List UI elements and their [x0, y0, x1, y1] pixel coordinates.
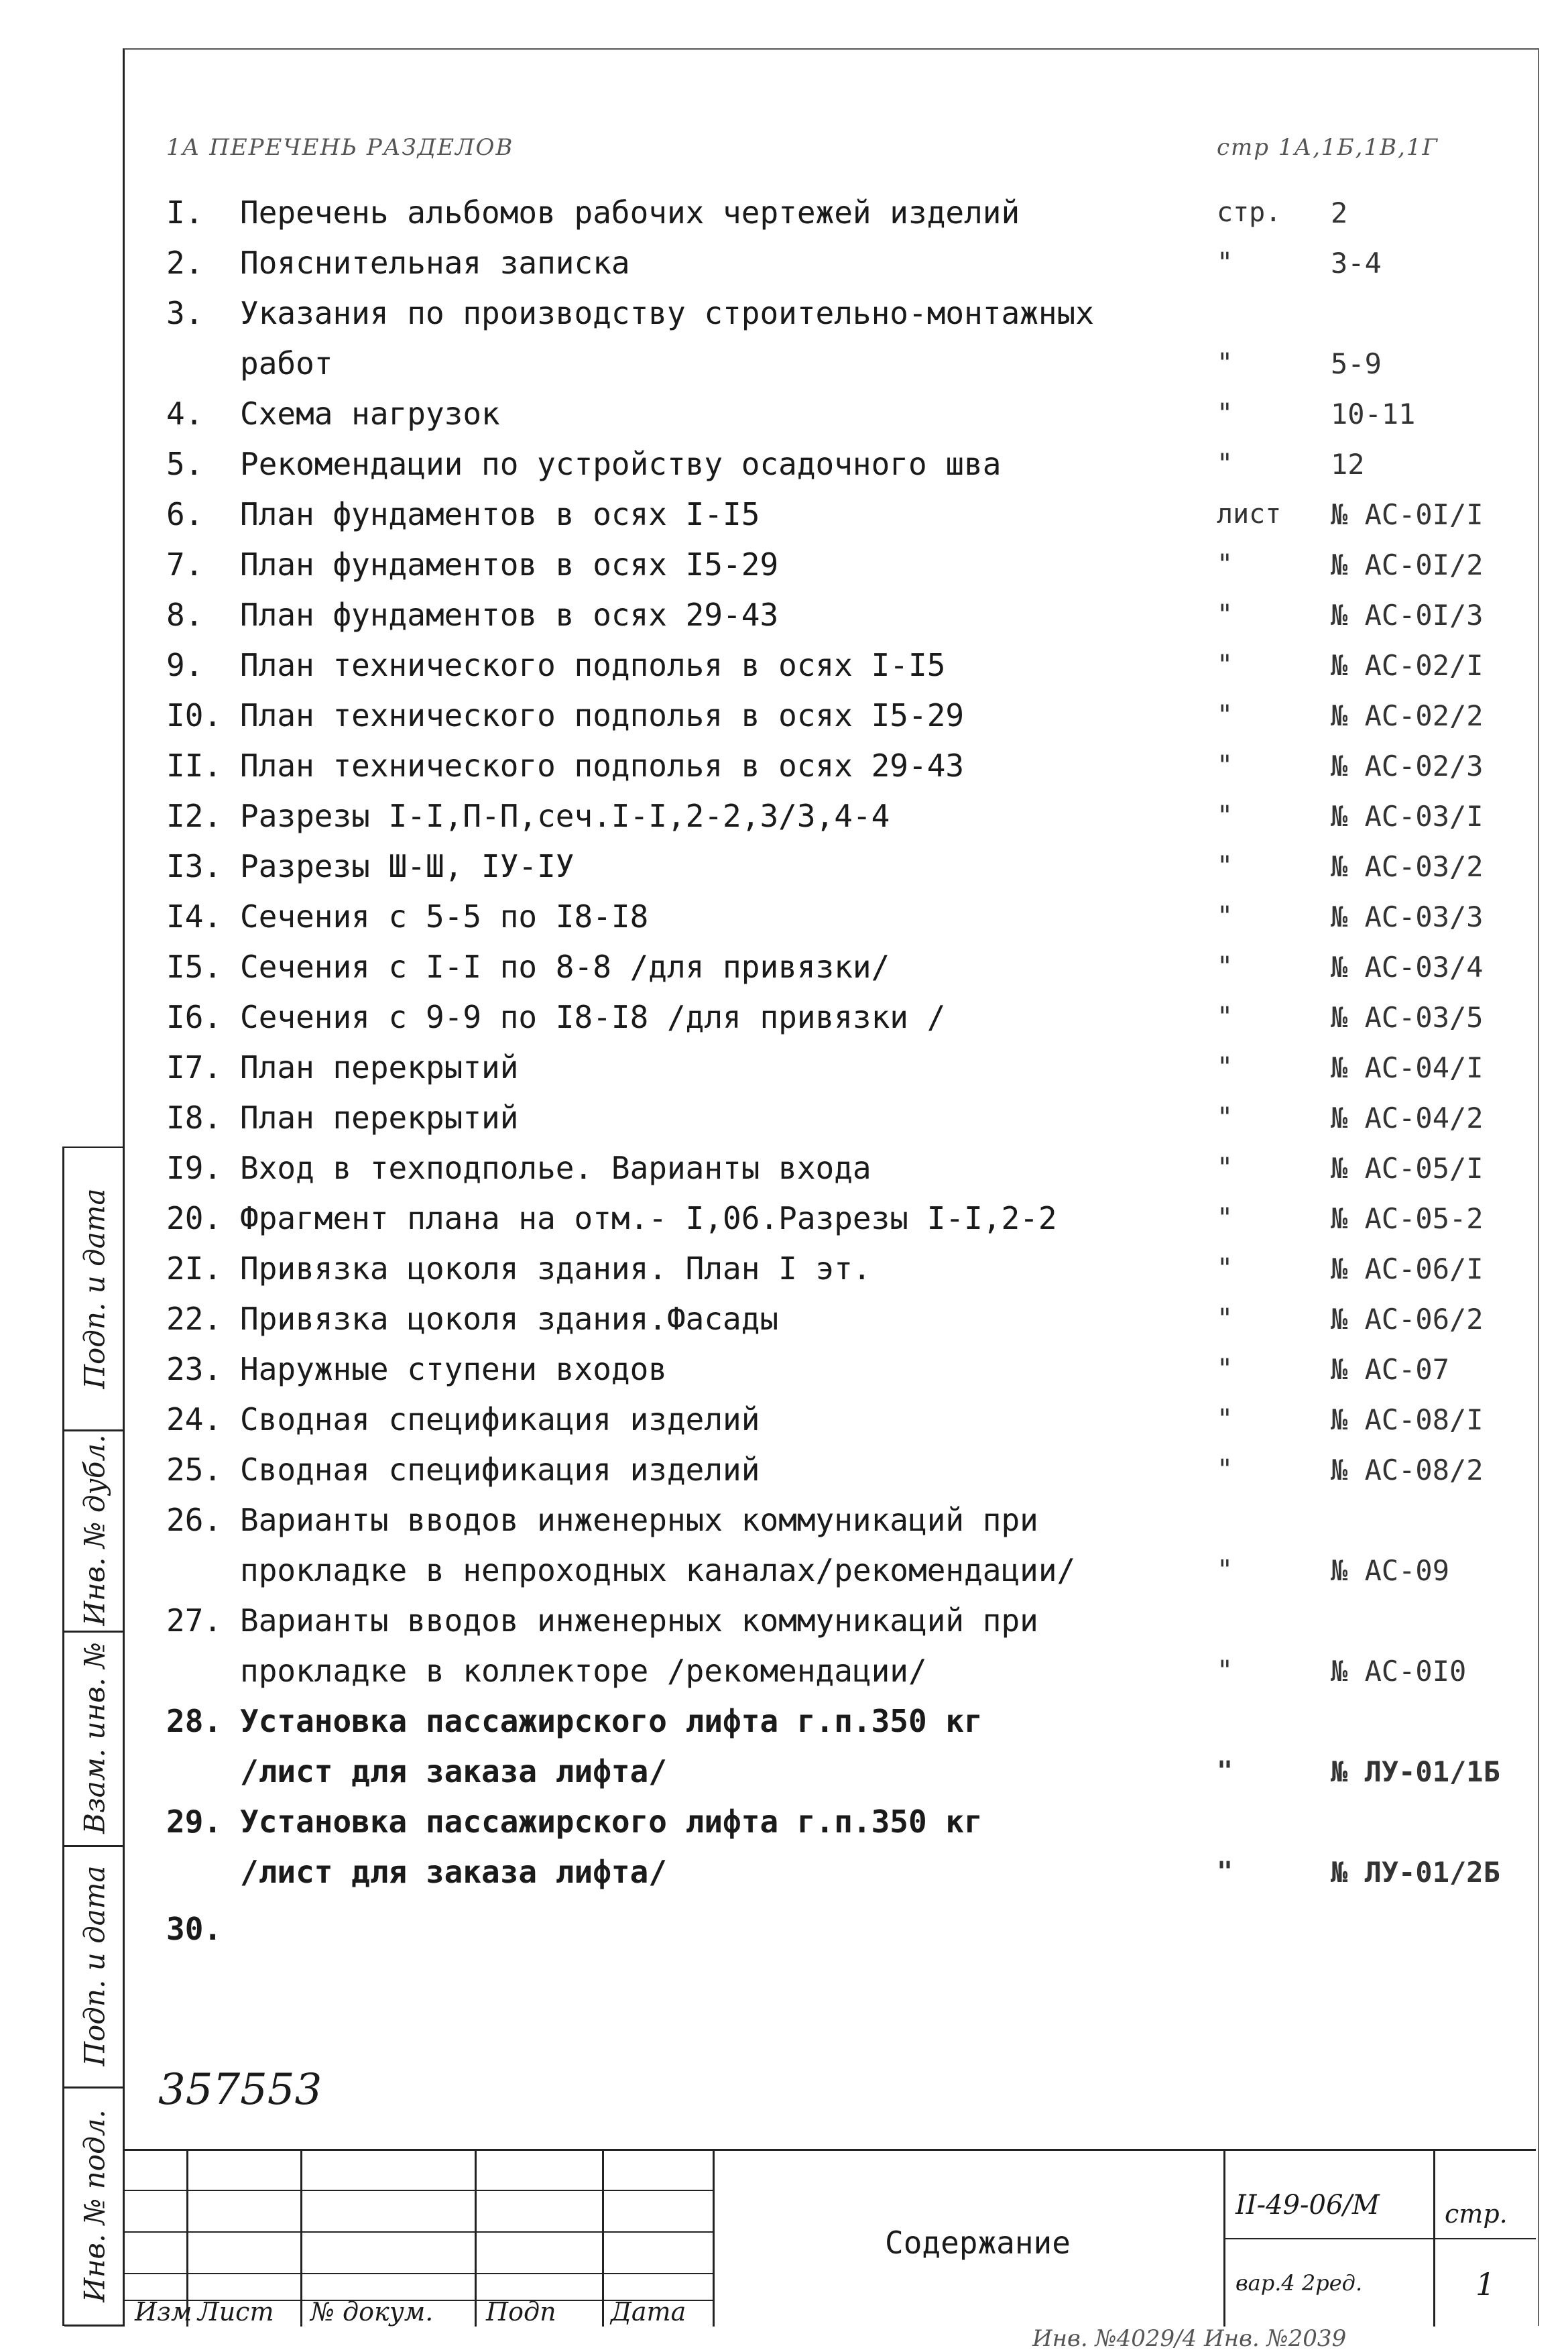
section-item	[0, 1093, 1568, 1143]
section-title: Наружные ступени входов	[240, 1351, 667, 1387]
section-title: Сводная спецификация изделий	[240, 1452, 760, 1488]
section-number: 24.	[166, 1401, 223, 1437]
section-number: 27.	[166, 1602, 223, 1639]
section-title: Перечень альбомов рабочих чертежей изделий	[240, 194, 1020, 231]
stamp-col-label: Лист	[198, 2297, 274, 2327]
section-reference: № ЛУ-01/1Б	[1331, 1755, 1500, 1788]
stamp-rule	[1223, 2238, 1536, 2239]
section-number: I3.	[166, 848, 223, 884]
section-marker: "	[1217, 700, 1233, 731]
page-number: 1	[1475, 2266, 1496, 2302]
section-number: 9.	[166, 647, 204, 683]
section-title: План технического подполья в осях I-I5	[240, 647, 946, 683]
section-title: Рекомендации по устройству осадочного шва	[240, 446, 1002, 482]
section-number: 28.	[166, 1703, 223, 1739]
section-item	[0, 489, 1568, 540]
section-item	[0, 1294, 1568, 1344]
section-title: Варианты вводов инженерных коммуникаций при	[240, 1502, 1038, 1538]
document-variant: вар.4 2ред.	[1235, 2270, 1363, 2296]
section-reference: 12	[1331, 448, 1365, 481]
stamp-col-label: № докум.	[310, 2297, 434, 2327]
section-item	[0, 1395, 1568, 1445]
section-marker: "	[1217, 1354, 1233, 1385]
section-title: План фундаментов в осях 29-43	[240, 597, 779, 633]
side-field: Инв. № дубл.	[64, 1429, 125, 1633]
section-number: I6.	[166, 999, 223, 1035]
title-block	[123, 2149, 1536, 2327]
heading-pages: стр 1А,1Б,1В,1Г	[1217, 134, 1439, 161]
section-title: Сечения с I-I по 8-8 /для привязки/	[240, 949, 890, 985]
section-marker: "	[1217, 1756, 1233, 1787]
section-item	[0, 238, 1568, 288]
section-reference: 10-11	[1331, 398, 1416, 430]
section-item	[0, 791, 1568, 841]
list-heading: 1А ПЕРЕЧЕНЬ РАЗДЕЛОВ	[166, 134, 514, 161]
section-title: Привязка цоколя здания. План I эт.	[240, 1250, 871, 1287]
section-reference: № АС-06/2	[1331, 1303, 1484, 1336]
section-reference: № АС-02/3	[1331, 750, 1484, 782]
section-marker: "	[1217, 599, 1233, 630]
section-item	[0, 640, 1568, 691]
stamp-rule	[123, 2190, 713, 2191]
section-item	[0, 992, 1568, 1043]
section-marker: "	[1217, 1002, 1233, 1033]
section-marker: "	[1217, 549, 1233, 580]
section-title: Указания по производству строительно-монтажных	[240, 295, 1094, 331]
section-reference: № АС-03/4	[1331, 951, 1484, 984]
section-reference: № АС-04/2	[1331, 1102, 1484, 1134]
side-field: Подп. и дата	[64, 1148, 125, 1431]
stamp-rule	[713, 2151, 715, 2327]
section-number: I7.	[166, 1049, 223, 1085]
section-title: Сводная спецификация изделий	[240, 1401, 760, 1437]
section-title: Привязка цоколя здания.Фасады	[240, 1301, 779, 1337]
section-reference: № АС-03/5	[1331, 1001, 1484, 1034]
section-reference: № АС-0I/2	[1331, 548, 1484, 581]
section-title-continued: /лист для заказа лифта/	[240, 1753, 667, 1789]
section-item	[0, 1244, 1568, 1294]
section-title: Сечения с 5-5 по I8-I8	[240, 898, 649, 935]
side-approval-strip	[62, 1146, 125, 2326]
section-number: 22.	[166, 1301, 223, 1337]
section-title: Вход в техподполье. Варианты входа	[240, 1150, 871, 1186]
section-reference: 3-4	[1331, 247, 1382, 280]
section-marker: лист	[1217, 499, 1282, 530]
section-title: Разрезы I-I,П-П,сеч.I-I,2-2,3/3,4-4	[240, 798, 890, 834]
section-number: I2.	[166, 798, 223, 834]
section-marker: "	[1217, 1102, 1233, 1133]
section-number: II.	[166, 748, 223, 784]
section-marker: "	[1217, 851, 1233, 882]
section-reference: № АС-06/I	[1331, 1252, 1484, 1285]
section-marker: "	[1217, 750, 1233, 781]
section-title: План технического подполья в осях 29-43	[240, 748, 965, 784]
section-marker: "	[1217, 1857, 1233, 1887]
section-number: 7.	[166, 546, 204, 583]
section-item	[0, 590, 1568, 640]
section-marker: "	[1217, 1655, 1233, 1686]
section-marker: "	[1217, 951, 1233, 982]
section-marker: "	[1217, 1153, 1233, 1183]
section-reference: № АС-0I0	[1331, 1655, 1467, 1688]
section-marker: "	[1217, 1454, 1233, 1485]
document-code: II-49-06/М	[1235, 2190, 1380, 2221]
section-number: 20.	[166, 1200, 223, 1236]
section-title: Разрезы Ш-Ш, IУ-IУ	[240, 848, 575, 884]
section-item	[0, 942, 1568, 992]
section-number: 30.	[166, 1911, 223, 1947]
section-title: План перекрытий	[240, 1100, 519, 1136]
page-label: стр.	[1445, 2199, 1508, 2229]
section-marker: "	[1217, 247, 1233, 278]
section-title: Установка пассажирского лифта г.п.350 кг	[240, 1703, 983, 1739]
section-number: 8.	[166, 597, 204, 633]
section-item	[0, 1696, 1568, 1789]
section-number: 25.	[166, 1452, 223, 1488]
section-reference: № АС-02/2	[1331, 699, 1484, 732]
section-marker: "	[1217, 1404, 1233, 1435]
section-number: 5.	[166, 446, 204, 482]
section-number: 2I.	[166, 1250, 223, 1287]
section-title: План фундаментов в осях I-I5	[240, 496, 760, 532]
section-reference: № АС-05-2	[1331, 1202, 1484, 1235]
section-item	[0, 1445, 1568, 1495]
section-number: I4.	[166, 898, 223, 935]
stamp-rule	[475, 2151, 477, 2327]
section-item	[0, 1904, 1568, 1954]
section-marker: "	[1217, 348, 1233, 379]
section-marker: "	[1217, 1303, 1233, 1334]
section-item	[0, 389, 1568, 439]
section-item	[0, 1043, 1568, 1093]
section-reference: 5-9	[1331, 347, 1382, 380]
section-marker: "	[1217, 1253, 1233, 1284]
section-reference: № АС-09	[1331, 1554, 1450, 1587]
section-item	[0, 892, 1568, 942]
section-reference: № АС-07	[1331, 1353, 1450, 1386]
section-item	[0, 841, 1568, 892]
section-marker: "	[1217, 398, 1233, 429]
section-reference: № АС-05/I	[1331, 1152, 1484, 1185]
section-item	[0, 1495, 1568, 1588]
section-number: I9.	[166, 1150, 223, 1186]
section-title: Схема нагрузок	[240, 396, 500, 432]
side-field: Инв. № подл.	[64, 2086, 125, 2327]
section-reference: № АС-08/I	[1331, 1403, 1484, 1436]
stamp-rule	[1433, 2151, 1435, 2327]
section-number: 26.	[166, 1502, 223, 1538]
section-title: План перекрытий	[240, 1049, 519, 1085]
section-item	[0, 288, 1568, 381]
section-marker: "	[1217, 449, 1233, 479]
section-reference: 2	[1331, 196, 1348, 229]
section-marker: стр.	[1217, 197, 1282, 228]
section-marker: "	[1217, 901, 1233, 932]
below-note: Инв. №4029/4 Инв. №2039	[1032, 2325, 1347, 2352]
section-number: 6.	[166, 496, 204, 532]
section-reference: № АС-03/2	[1331, 850, 1484, 883]
section-reference: № АС-02/I	[1331, 649, 1484, 682]
section-number: 23.	[166, 1351, 223, 1387]
section-marker: "	[1217, 650, 1233, 681]
section-item	[0, 540, 1568, 590]
section-reference: № АС-08/2	[1331, 1454, 1484, 1486]
section-title: План фундаментов в осях I5-29	[240, 546, 779, 583]
side-field: Подп. и дата	[64, 1845, 125, 2089]
stamp-rule	[602, 2151, 604, 2327]
section-reference: № АС-0I/3	[1331, 599, 1484, 632]
stamp-col-label: Подп	[486, 2297, 556, 2327]
section-title: Сечения с 9-9 по I8-I8 /для привязки /	[240, 999, 946, 1035]
section-title: Фрагмент плана на отм.- I,06.Разрезы I-I,2-2	[240, 1200, 1057, 1236]
section-reference: № ЛУ-01/2Б	[1331, 1856, 1500, 1889]
inventory-number: 357553	[158, 2065, 322, 2115]
stamp-rule	[123, 2273, 713, 2274]
section-title: План технического подполья в осях I5-29	[240, 697, 965, 733]
section-title: Варианты вводов инженерных коммуникаций при	[240, 1602, 1038, 1639]
section-item	[0, 741, 1568, 791]
section-reference: № АС-03/I	[1331, 800, 1484, 833]
section-item	[0, 1596, 1568, 1689]
section-title-continued: прокладке в непроходных каналах/рекомендации/	[240, 1552, 1076, 1588]
section-number: I8.	[166, 1100, 223, 1136]
section-item	[0, 1797, 1568, 1890]
section-item	[0, 1193, 1568, 1244]
section-reference: № АС-0I/I	[1331, 498, 1484, 531]
section-number: I0.	[166, 697, 223, 733]
section-title-continued: прокладке в коллекторе /рекомендации/	[240, 1653, 927, 1689]
section-item	[0, 691, 1568, 741]
section-number: 29.	[166, 1804, 223, 1840]
section-marker: "	[1217, 1555, 1233, 1586]
section-number: 3.	[166, 295, 204, 331]
section-marker: "	[1217, 1203, 1233, 1234]
section-item	[0, 439, 1568, 489]
section-title: Пояснительная записка	[240, 245, 630, 281]
section-number: 2.	[166, 245, 204, 281]
stamp-col-label: Дата	[611, 2297, 686, 2327]
sheet-title: Содержание	[885, 2225, 1071, 2261]
section-marker: "	[1217, 801, 1233, 831]
section-title: Установка пассажирского лифта г.п.350 кг	[240, 1804, 983, 1840]
section-title-continued: /лист для заказа лифта/	[240, 1854, 667, 1890]
section-number: I5.	[166, 949, 223, 985]
section-reference: № АС-04/I	[1331, 1051, 1484, 1084]
section-number: 4.	[166, 396, 204, 432]
stamp-rule	[123, 2231, 713, 2233]
section-number: I.	[166, 194, 204, 231]
section-title-continued: работ	[240, 345, 333, 381]
stamp-rule	[1223, 2151, 1225, 2327]
stamp-rule	[300, 2151, 302, 2327]
stamp-col-label: Изм	[135, 2297, 192, 2327]
section-item	[0, 188, 1568, 238]
section-reference: № АС-03/3	[1331, 900, 1484, 933]
section-item	[0, 1344, 1568, 1395]
side-field: Взам. инв. №	[64, 1631, 125, 1847]
section-marker: "	[1217, 1052, 1233, 1083]
section-item	[0, 1143, 1568, 1193]
